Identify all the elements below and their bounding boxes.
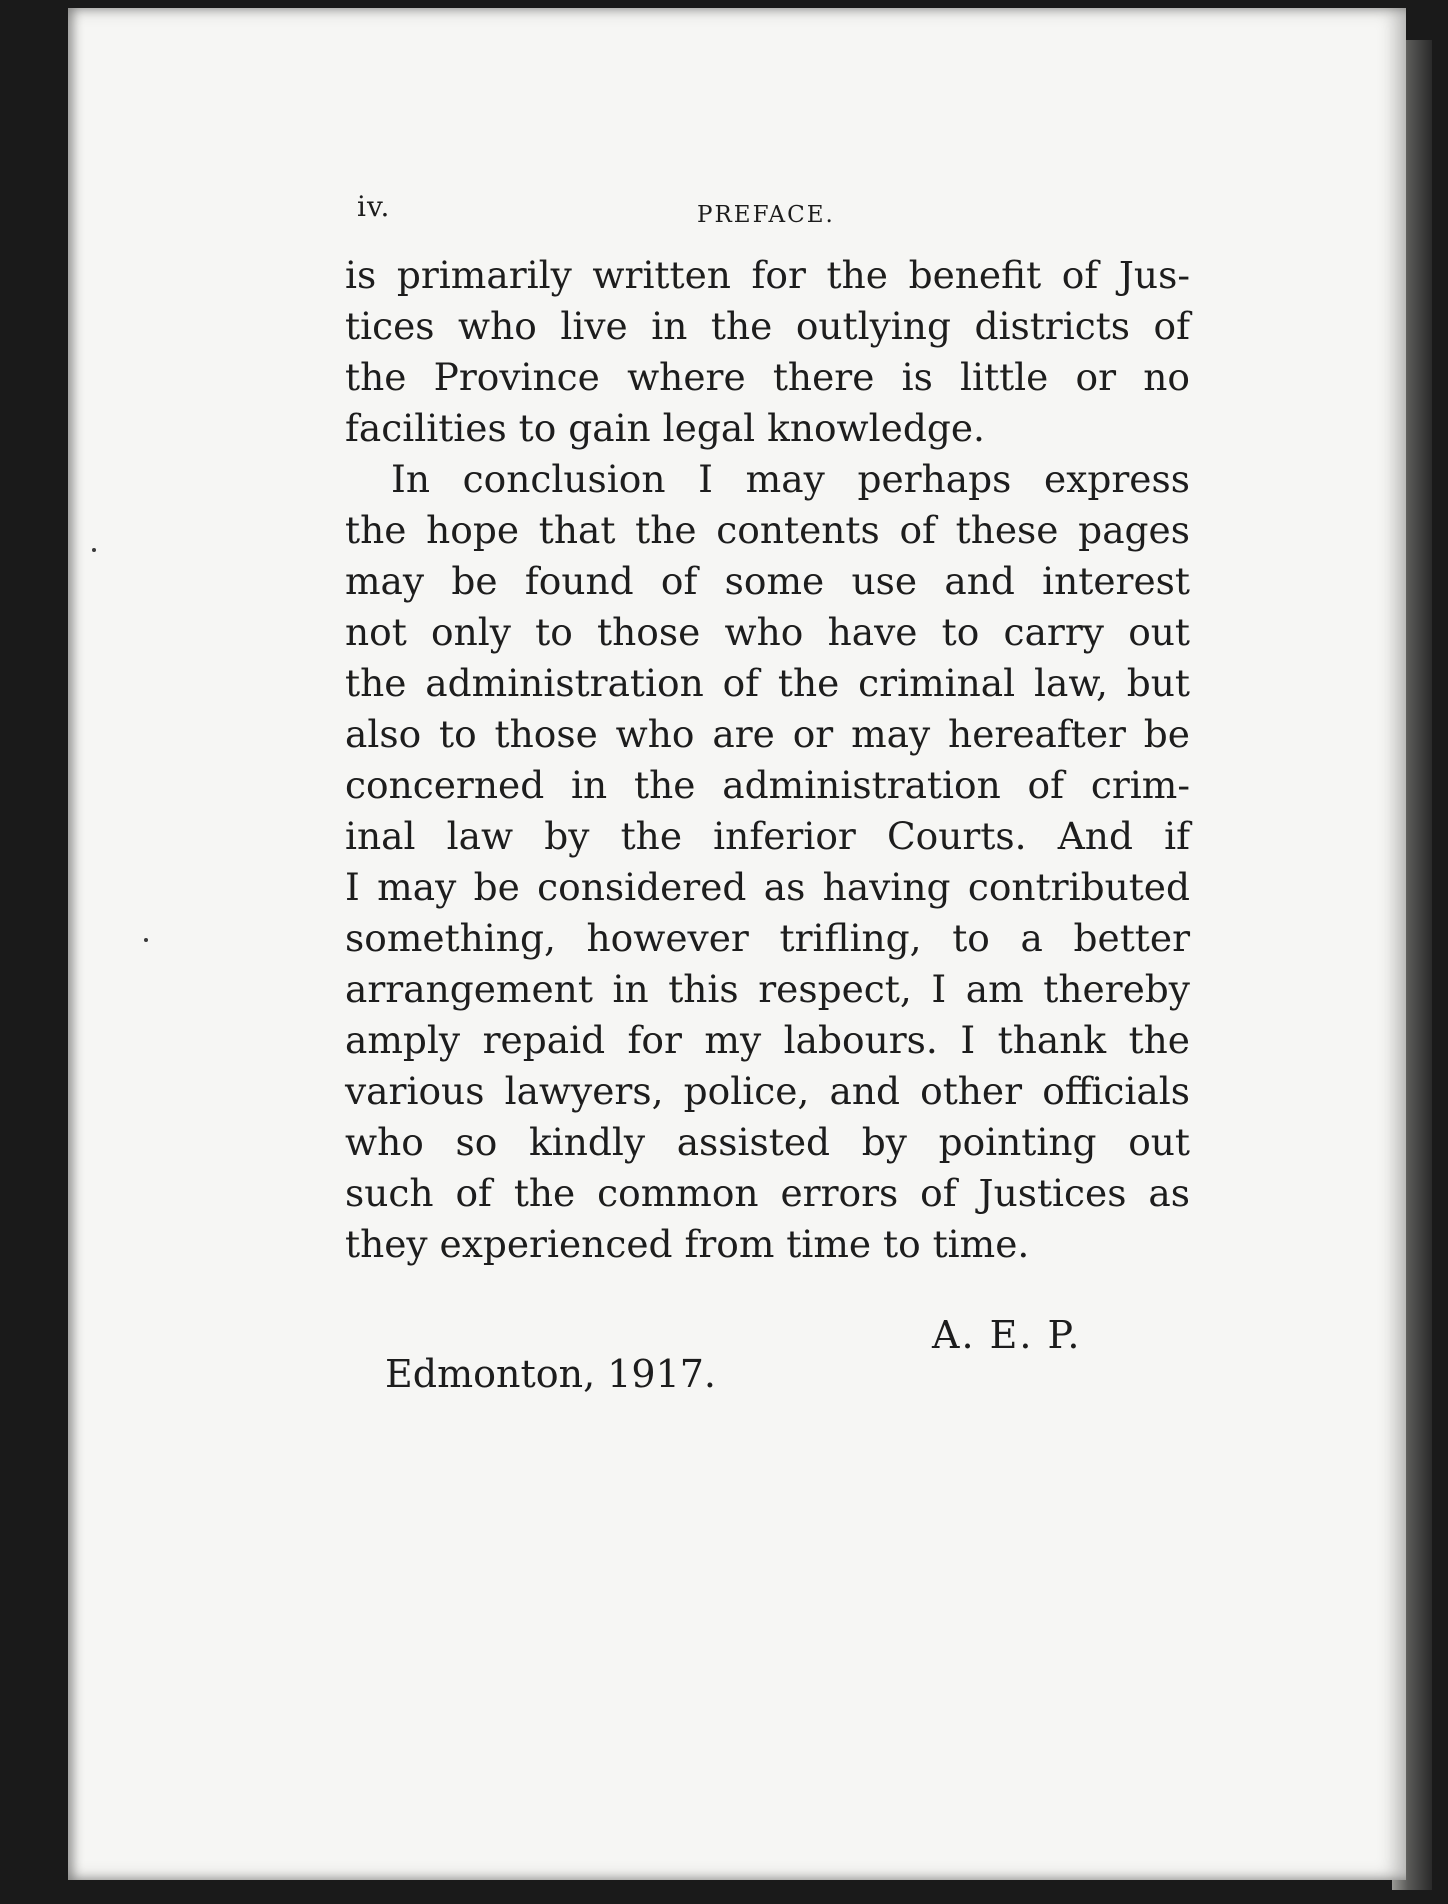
text-line: In conclusion I may perhaps express [391,457,1190,501]
text-line: such of the common errors of Justices as [345,1171,1190,1215]
scan-speck [92,548,96,552]
text-line: various lawyers, police, and other officials [345,1069,1190,1113]
text-line: something, however trifling, to a better [345,916,1190,960]
running-head-title: PREFACE. [697,202,835,228]
text-line: also to those who are or may hereafter be [345,712,1190,756]
page-number: iv. [357,190,391,223]
text-line: I may be considered as having contributed [345,865,1190,909]
text-line: inal law by the inferior Courts. And if [345,814,1190,858]
text-line: they experienced from time to time. [345,1222,1030,1266]
place-and-date: Edmonton, 1917. [385,1352,717,1396]
text-line: may be found of some use and interest [345,559,1190,603]
page-text-block [345,190,1190,1270]
text-line: the Province where there is little or no [345,355,1190,399]
text-line: the hope that the contents of these pages [345,508,1190,552]
paragraph-1 [345,250,1190,454]
running-head [345,190,1190,250]
text-line: who so kindly assisted by pointing out [345,1120,1190,1164]
author-initials: A. E. P. [932,1313,1082,1357]
text-line: amply repaid for my labours. I thank the [345,1018,1190,1062]
text-line: is primarily written for the benefit of Jus- [345,253,1190,297]
text-line: the administration of the criminal law, but [345,661,1190,705]
text-line: concerned in the administration of crim- [345,763,1190,807]
text-line: facilities to gain legal knowledge. [345,406,985,450]
scan-speck [144,938,148,942]
text-line: arrangement in this respect, I am thereby [345,967,1190,1011]
text-line: not only to those who have to carry out [345,610,1190,654]
paragraph-2 [345,454,1190,1270]
text-line: tices who live in the outlying districts of [345,304,1190,348]
